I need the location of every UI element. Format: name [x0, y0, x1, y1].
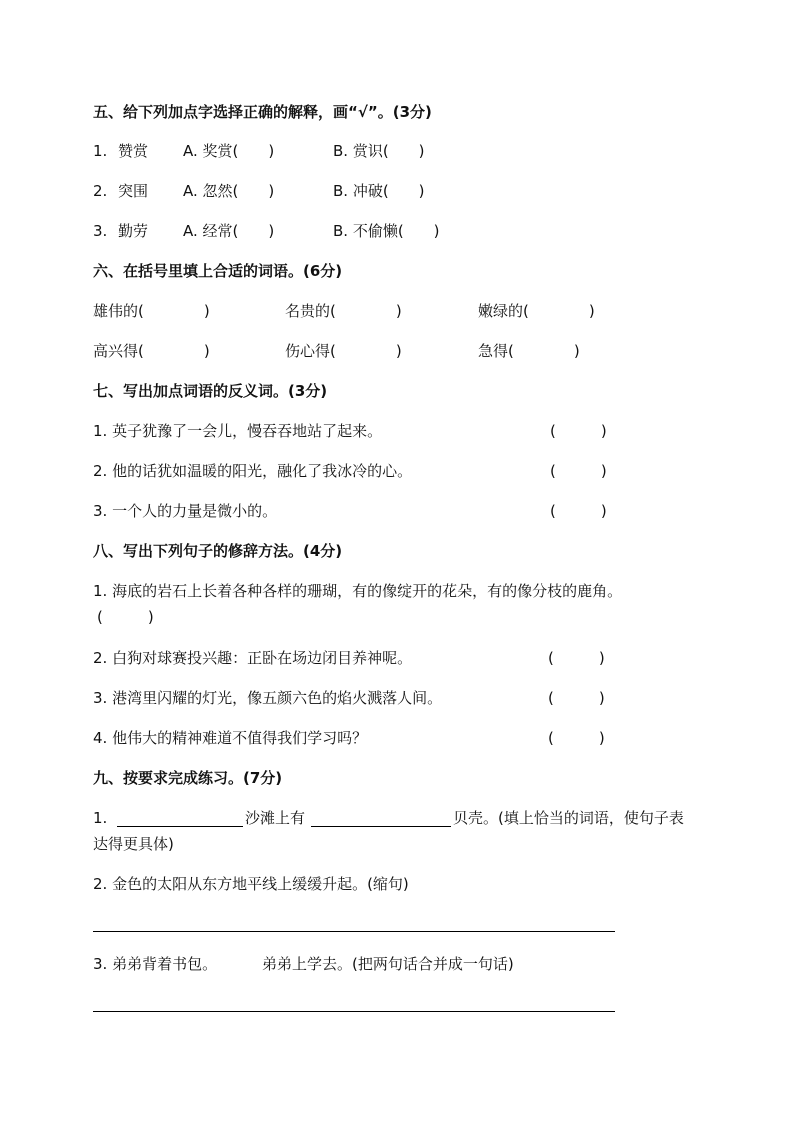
s7-item-1: 1. 英子犹豫了一会儿，慢吞吞地站了起来。	[93, 422, 383, 440]
section-6-title: 六、在括号里填上合适的词语。(6分)	[93, 262, 343, 280]
s6-r2-c2: 伤心得( )	[285, 342, 402, 360]
s9-q1-mid: 沙滩上有	[245, 809, 306, 827]
s5-item-2-option-a: A. 忽然( )	[183, 182, 275, 200]
s8-item-2: 2. 白狗对球赛投兴趣：正卧在场边闭目养神呢。	[93, 649, 413, 667]
s6-r2-c1: 高兴得( )	[93, 342, 210, 360]
s8-item-1-paren: ( )	[97, 608, 154, 626]
s8-item-1: 1. 海底的岩石上长着各种各样的珊瑚，有的像绽开的花朵，有的像分枝的鹿角。	[93, 582, 623, 600]
s5-item-2-word: 突围	[118, 182, 149, 200]
s9-q1-end: 贝壳。(填上恰当的词语，使句子表	[453, 809, 684, 827]
s9-q1-blank-2[interactable]	[311, 826, 451, 827]
s5-item-3-word: 勤劳	[118, 222, 149, 240]
s5-item-2-option-b: B. 冲破( )	[333, 182, 425, 200]
s9-q3-answer-line[interactable]	[93, 1011, 615, 1012]
s9-q3-a: 3. 弟弟背着书包。	[93, 955, 218, 973]
s5-item-3-num: 3.	[93, 222, 108, 240]
s7-item-1-paren: ( )	[550, 422, 607, 440]
section-8-title: 八、写出下列句子的修辞方法。(4分)	[93, 542, 343, 560]
s5-item-3-option-b: B. 不偷懒( )	[333, 222, 440, 240]
s5-item-2-num: 2.	[93, 182, 108, 200]
s7-item-2-paren: ( )	[550, 462, 607, 480]
s7-item-2: 2. 他的话犹如温暖的阳光，融化了我冰冷的心。	[93, 462, 413, 480]
s9-q1-line-2: 达得更具体)	[93, 835, 174, 853]
s8-item-3-paren: ( )	[548, 689, 605, 707]
s5-item-3-option-a: A. 经常( )	[183, 222, 275, 240]
s7-item-3-paren: ( )	[550, 502, 607, 520]
s9-q2-answer-line[interactable]	[93, 931, 615, 932]
s5-item-1-option-b: B. 赏识( )	[333, 142, 425, 160]
s6-r1-c1: 雄伟的( )	[93, 302, 210, 320]
section-7-title: 七、写出加点词语的反义词。(3分)	[93, 382, 328, 400]
s5-item-1-num: 1.	[93, 142, 108, 160]
s9-q3-b: 弟弟上学去。(把两句话合并成一句话)	[262, 955, 514, 973]
s9-q1-blank-1[interactable]	[117, 826, 243, 827]
s9-q1-num: 1.	[93, 809, 108, 827]
s8-item-4: 4. 他伟大的精神难道不值得我们学习吗？	[93, 729, 368, 747]
s8-item-4-paren: ( )	[548, 729, 605, 747]
s6-r1-c3: 嫩绿的( )	[478, 302, 595, 320]
s8-item-2-paren: ( )	[548, 649, 605, 667]
s6-r1-c2: 名贵的( )	[285, 302, 402, 320]
section-9-title: 九、按要求完成练习。(7分)	[93, 769, 283, 787]
s7-item-3: 3. 一个人的力量是微小的。	[93, 502, 278, 520]
s9-q2: 2. 金色的太阳从东方地平线上缓缓升起。(缩句)	[93, 875, 409, 893]
s5-item-1-word: 赞赏	[118, 142, 149, 160]
s6-r2-c3: 急得( )	[478, 342, 580, 360]
s5-item-1-option-a: A. 奖赏( )	[183, 142, 275, 160]
section-5-title: 五、给下列加点字选择正确的解释，画“√”。(3分)	[93, 103, 432, 121]
s8-item-3: 3. 港湾里闪耀的灯光，像五颜六色的焰火溅落人间。	[93, 689, 443, 707]
